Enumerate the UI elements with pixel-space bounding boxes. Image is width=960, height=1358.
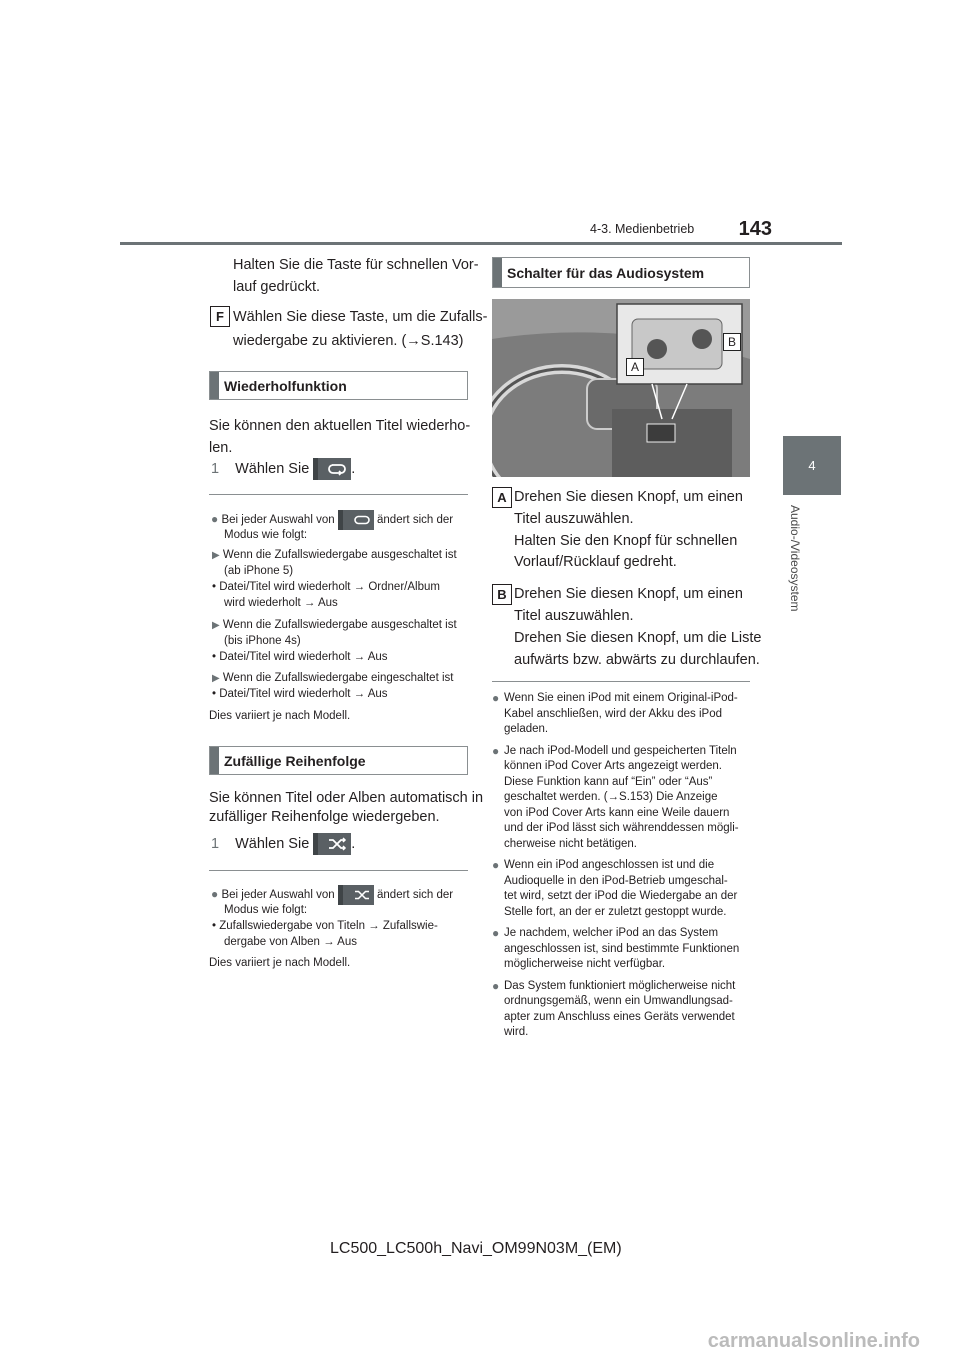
shuffle-section-title: Zufällige Reihenfolge xyxy=(224,753,366,769)
step-number: 1 xyxy=(211,836,220,852)
f-line-1: Wählen Sie diese Taste, um die Zufalls- xyxy=(233,309,488,325)
note-item xyxy=(492,744,754,853)
case2-item: • Datei/Titel wird wiederholt → Aus xyxy=(212,651,388,663)
case3-title: ▶ Wenn die Zufallswiedergabe eingeschaltet ist xyxy=(212,672,454,684)
repeat-text-2: len. xyxy=(209,440,233,456)
b-line-3: Drehen Sie diesen Knopf, um die Liste xyxy=(514,630,762,646)
b-line-2: Titel auszuwählen. xyxy=(514,608,634,624)
note-item xyxy=(492,979,754,1041)
note-line: Diese Funktion kann auf “Ein” oder “Aus” xyxy=(504,775,713,788)
note-line: geladen. xyxy=(504,723,549,735)
f-line-2: wiedergabe zu aktivieren. (→S.143) xyxy=(233,333,464,349)
note-line: tet wird, setzt der iPod die Wiedergabe an der xyxy=(504,890,738,902)
a-line-1: Drehen Sie diesen Knopf, um einen xyxy=(514,489,743,505)
note-line: von iPod Cover Arts kann eine Weile dauern xyxy=(504,806,730,819)
step-text: Wählen Sie xyxy=(235,836,310,852)
bullet-icon: ● xyxy=(492,978,500,993)
shuffle-text-1: Sie können Titel oder Alben automatisch in xyxy=(209,790,484,806)
repeat-note: ● Bei jeder Auswahl von ändert sich der xyxy=(211,510,453,530)
shuffle-item-2: dergabe von Alben → Aus xyxy=(224,936,357,948)
header-bar xyxy=(210,747,219,774)
case1-sub: (ab iPhone 5) xyxy=(224,565,294,577)
audio-switch-section-title: Schalter für das Audiosystem xyxy=(507,265,705,281)
case1-item-2: wird wiederholt → Aus xyxy=(224,597,338,609)
note-line: ● Wenn ein iPod angeschlossen ist und die xyxy=(492,858,715,872)
note-line: ● Das System funktioniert möglicherweise nicht xyxy=(492,978,736,993)
shuffle-section-header xyxy=(209,746,468,775)
note-line: ordnungsgemäß, wenn ein Umwandlungsad- xyxy=(504,995,733,1007)
case1-title: ▶ Wenn die Zufallswiedergabe ausgeschaltet ist xyxy=(212,549,457,561)
steering-wheel-photo xyxy=(492,299,750,477)
repeat-step xyxy=(211,458,355,480)
repeat-button-icon xyxy=(338,510,374,530)
case2-sub: (bis iPhone 4s) xyxy=(224,635,301,647)
chapter-tab: 4 xyxy=(783,436,841,495)
triangle-icon: ▶ xyxy=(212,550,220,561)
repeat-text-1: Sie können den aktuellen Titel wiederho- xyxy=(209,418,471,434)
note-item xyxy=(492,691,754,738)
repeat-section-header xyxy=(209,371,468,400)
intro-line-2: lauf gedrückt. xyxy=(233,279,321,295)
step-number: 1 xyxy=(211,461,220,477)
note-line: apter zum Anschluss eines Geräts verwendet xyxy=(504,1010,735,1023)
shuffle-note: ● Bei jeder Auswahl von ändert sich der xyxy=(211,885,453,905)
shuffle-button-icon xyxy=(338,885,374,905)
header-bar xyxy=(493,258,502,287)
section-title: 4-3. Medienbetrieb xyxy=(590,222,695,236)
photo-label-a: A xyxy=(626,358,644,376)
note-line: ● Wenn Sie einen iPod mit einem Original-iPod- xyxy=(492,691,738,705)
footer-code: LC500_LC500h_Navi_OM99N03M_(EM) xyxy=(330,1240,622,1257)
step-end: . xyxy=(351,836,356,852)
case1-item: • Datei/Titel wird wiederholt → Ordner/Album xyxy=(212,581,440,593)
b-line-4: aufwärts bzw. abwärts zu durchlaufen. xyxy=(514,652,760,668)
note-item xyxy=(492,926,754,973)
note-line: Audioquelle in den iPod-Betrieb umgeschal- xyxy=(504,874,728,887)
repeat-section-title: Wiederholfunktion xyxy=(224,378,347,394)
bullet-icon: ● xyxy=(211,512,219,527)
step-end: . xyxy=(351,461,356,477)
page-number: 143 xyxy=(738,218,772,240)
shuffle-note-line-2: Modus wie folgt: xyxy=(224,904,308,916)
bullet-icon: ● xyxy=(492,858,500,872)
bullet-icon: ● xyxy=(211,887,219,902)
shuffle-step xyxy=(211,833,355,855)
note-line: wird. xyxy=(504,1026,529,1038)
repeat-button-icon xyxy=(313,458,351,480)
label-a: A xyxy=(492,487,512,508)
b-line-1: Drehen Sie diesen Knopf, um einen xyxy=(514,586,743,602)
note-item xyxy=(492,858,754,920)
note-rule xyxy=(492,681,750,682)
shuffle-varies: Dies variiert je nach Modell. xyxy=(209,957,351,969)
repeat-note-line-2: Modus wie folgt: xyxy=(224,529,308,541)
bullet-icon: ● xyxy=(492,743,500,758)
note-rule xyxy=(209,870,468,871)
step-text: Wählen Sie xyxy=(235,461,310,477)
note-line: ● Je nach iPod-Modell und gespeicherten Titeln xyxy=(492,743,737,758)
note-line: können iPod Cover Arts angezeigt werden. xyxy=(504,760,722,772)
a-line-2: Titel auszuwählen. xyxy=(514,511,634,527)
ipod-notes xyxy=(492,691,754,1047)
note-line: geschaltet werden. (→S.153) Die Anzeige xyxy=(504,791,718,803)
header-bar xyxy=(210,372,219,399)
shuffle-item: • Zufallswiedergabe von Titeln → Zufallswie- xyxy=(212,920,438,932)
a-line-3: Halten Sie den Knopf für schnellen xyxy=(514,533,738,549)
photo-label-b: B xyxy=(723,333,741,351)
triangle-icon: ▶ xyxy=(212,620,220,631)
case2-title: ▶ Wenn die Zufallswiedergabe ausgeschaltet ist xyxy=(212,619,457,631)
audio-switch-section-header xyxy=(492,257,750,288)
header-rule xyxy=(120,242,842,245)
triangle-icon: ▶ xyxy=(212,673,220,684)
note-line: möglicherweise nicht verfügbar. xyxy=(504,958,666,970)
shuffle-text-2: zufälliger Reihenfolge wiedergeben. xyxy=(209,809,440,825)
note-line: und der iPod lässt sich währenddessen mögli- xyxy=(504,822,739,834)
label-b: B xyxy=(492,584,512,605)
intro-line-1: Halten Sie die Taste für schnellen Vor- xyxy=(233,257,479,273)
note-line: ● Je nachdem, welcher iPod an das System xyxy=(492,926,719,940)
note-line: cherweise nicht betätigen. xyxy=(504,837,637,850)
bullet-icon: ● xyxy=(492,691,500,705)
note-line: angeschlossen ist, sind bestimmte Funktionen xyxy=(504,942,740,955)
shuffle-button-icon xyxy=(313,833,351,855)
note-line: Stelle fort, an der er zuletzt gestoppt wurde. xyxy=(504,905,727,918)
note-line: Kabel anschließen, wird der Akku des iPod xyxy=(504,707,722,720)
a-line-4: Vorlauf/Rücklauf gedreht. xyxy=(514,554,677,570)
watermark: carmanualsonline.info xyxy=(707,1330,920,1352)
watermark-bar xyxy=(0,1322,960,1358)
note-rule xyxy=(209,494,468,495)
label-f: F xyxy=(210,306,230,327)
bullet-icon: ● xyxy=(492,926,500,940)
chapter-side-label: Audio-/Videosystem xyxy=(788,505,802,612)
case3-item: • Datei/Titel wird wiederholt → Aus xyxy=(212,688,388,700)
repeat-varies: Dies variiert je nach Modell. xyxy=(209,710,351,722)
